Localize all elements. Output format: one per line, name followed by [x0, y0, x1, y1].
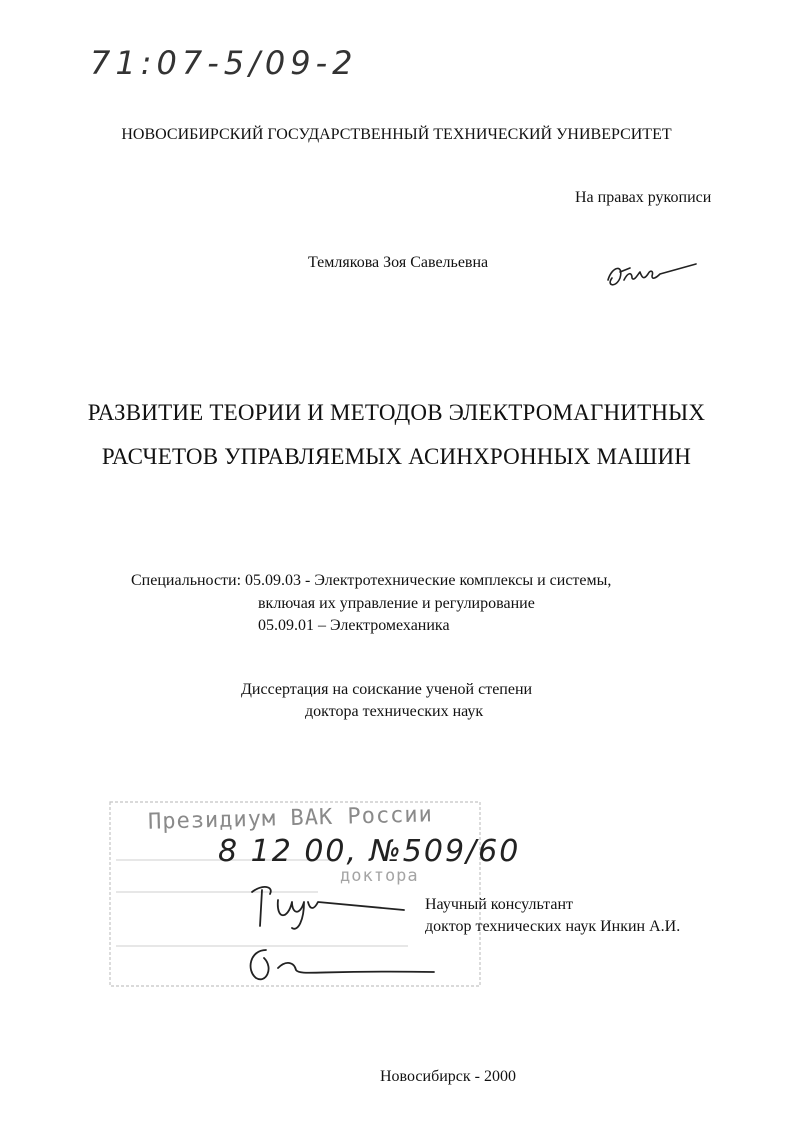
specialty-line-2: включая их управление и регулирование — [258, 595, 535, 612]
manuscript-note: На правах рукописи — [575, 189, 712, 206]
stamp-body-text: доктора — [340, 866, 419, 886]
title-line-1: РАЗВИТИЕ ТЕОРИИ И МЕТОДОВ ЭЛЕКТРОМАГНИТНЫХ — [87, 400, 706, 425]
title-line-2: РАСЧЕТОВ УПРАВЛЯЕМЫХ АСИНХРОННЫХ МАШИН — [101, 444, 692, 469]
city-year: Новосибирск - 2000 — [380, 1068, 516, 1085]
specialty-line-3: 05.09.01 – Электромеханика — [258, 617, 450, 634]
stamp-header: Президиум ВАК России — [147, 802, 434, 835]
consultant-line-1: Научный консультант — [425, 896, 573, 913]
stamp-signature-1 — [248, 880, 408, 940]
dissertation-line-1: Диссертация на соискание ученой степени — [241, 681, 533, 698]
stamp-date-number: 8 12 00, №509/60 — [218, 834, 521, 869]
author-name: Темлякова Зоя Савельевна — [308, 254, 489, 271]
handwritten-code-text: 71:07-5/09-2 — [90, 44, 358, 82]
university-name: НОВОСИБИРСКИЙ ГОСУДАРСТВЕННЫЙ ТЕХНИЧЕСКИЙ УНИВЕРСИТЕТ — [121, 126, 672, 143]
handwritten-code — [90, 38, 390, 88]
consultant-line-2: доктор технических наук Инкин А.И. — [425, 918, 681, 935]
stamp-signature-2 — [238, 940, 438, 990]
author-signature — [602, 258, 702, 298]
dissertation-line-2: доктора технических наук — [305, 703, 484, 720]
specialty-line-1: Специальности: 05.09.03 - Электротехнические комплексы и системы, — [131, 572, 612, 589]
